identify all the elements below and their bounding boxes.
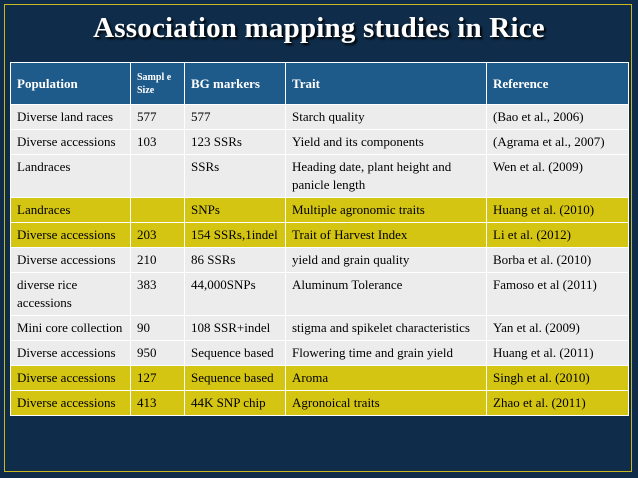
cell-trait: Trait of Harvest Index xyxy=(286,223,487,248)
header-population: Population xyxy=(11,63,131,105)
table-row xyxy=(11,130,629,155)
cell-population: Diverse accessions xyxy=(11,341,131,366)
cell-population: diverse rice accessions xyxy=(11,273,131,316)
cell-reference: Li et al. (2012) xyxy=(487,223,629,248)
table-row xyxy=(11,366,629,391)
cell-trait: Aluminum Tolerance xyxy=(286,273,487,316)
header-reference: Reference xyxy=(487,63,629,105)
cell-bg-markers: 86 SSRs xyxy=(185,248,286,273)
cell-trait: Flowering time and grain yield xyxy=(286,341,487,366)
table-row xyxy=(11,223,629,248)
cell-reference: Wen et al. (2009) xyxy=(487,155,629,198)
cell-bg-markers: 123 SSRs xyxy=(185,130,286,155)
cell-population: Mini core collection xyxy=(11,316,131,341)
cell-reference: Huang et al. (2011) xyxy=(487,341,629,366)
cell-bg-markers: SSRs xyxy=(185,155,286,198)
table-row xyxy=(11,341,629,366)
cell-reference: Singh et al. (2010) xyxy=(487,366,629,391)
table-row xyxy=(11,273,629,316)
cell-bg-markers: 154 SSRs,1indel xyxy=(185,223,286,248)
header-trait: Trait xyxy=(286,63,487,105)
header-sample-size: Sampl e Size xyxy=(131,63,185,105)
cell-bg-markers: Sequence based xyxy=(185,341,286,366)
cell-trait: Agronoical traits xyxy=(286,391,487,416)
cell-sample-size: 950 xyxy=(131,341,185,366)
cell-sample-size: 203 xyxy=(131,223,185,248)
table-row xyxy=(11,391,629,416)
table-row xyxy=(11,248,629,273)
table-header-row xyxy=(11,63,629,105)
cell-sample-size xyxy=(131,155,185,198)
cell-sample-size: 383 xyxy=(131,273,185,316)
cell-population: Diverse accessions xyxy=(11,130,131,155)
cell-trait: Heading date, plant height and panicle length xyxy=(286,155,487,198)
header-bg-markers: BG markers xyxy=(185,63,286,105)
cell-population: Diverse accessions xyxy=(11,391,131,416)
cell-bg-markers: Sequence based xyxy=(185,366,286,391)
cell-trait: Aroma xyxy=(286,366,487,391)
cell-sample-size: 413 xyxy=(131,391,185,416)
cell-population: Diverse accessions xyxy=(11,366,131,391)
cell-population: Diverse land races xyxy=(11,105,131,130)
cell-bg-markers: 577 xyxy=(185,105,286,130)
slide-title: Association mapping studies in Rice xyxy=(93,12,545,44)
table-row xyxy=(11,316,629,341)
cell-bg-markers: 44K SNP chip xyxy=(185,391,286,416)
table-row xyxy=(11,155,629,198)
cell-reference: Huang et al. (2010) xyxy=(487,198,629,223)
cell-reference: Zhao et al. (2011) xyxy=(487,391,629,416)
table-body xyxy=(11,105,629,416)
cell-bg-markers: 108 SSR+indel xyxy=(185,316,286,341)
cell-trait: Yield and its components xyxy=(286,130,487,155)
table-row xyxy=(11,198,629,223)
cell-reference: Borba et al. (2010) xyxy=(487,248,629,273)
cell-trait: stigma and spikelet characteristics xyxy=(286,316,487,341)
cell-population: Diverse accessions xyxy=(11,223,131,248)
cell-sample-size xyxy=(131,198,185,223)
cell-population: Landraces xyxy=(11,198,131,223)
cell-population: Landraces xyxy=(11,155,131,198)
cell-trait: yield and grain quality xyxy=(286,248,487,273)
cell-population: Diverse accessions xyxy=(11,248,131,273)
cell-sample-size: 577 xyxy=(131,105,185,130)
cell-reference: Yan et al. (2009) xyxy=(487,316,629,341)
cell-bg-markers: SNPs xyxy=(185,198,286,223)
cell-trait: Starch quality xyxy=(286,105,487,130)
association-studies-table xyxy=(10,62,629,416)
cell-sample-size: 127 xyxy=(131,366,185,391)
cell-bg-markers: 44,000SNPs xyxy=(185,273,286,316)
cell-reference: (Bao et al., 2006) xyxy=(487,105,629,130)
cell-reference: Famoso et al (2011) xyxy=(487,273,629,316)
table-row xyxy=(11,105,629,130)
cell-trait: Multiple agronomic traits xyxy=(286,198,487,223)
cell-sample-size: 210 xyxy=(131,248,185,273)
cell-sample-size: 90 xyxy=(131,316,185,341)
cell-sample-size: 103 xyxy=(131,130,185,155)
cell-reference: (Agrama et al., 2007) xyxy=(487,130,629,155)
